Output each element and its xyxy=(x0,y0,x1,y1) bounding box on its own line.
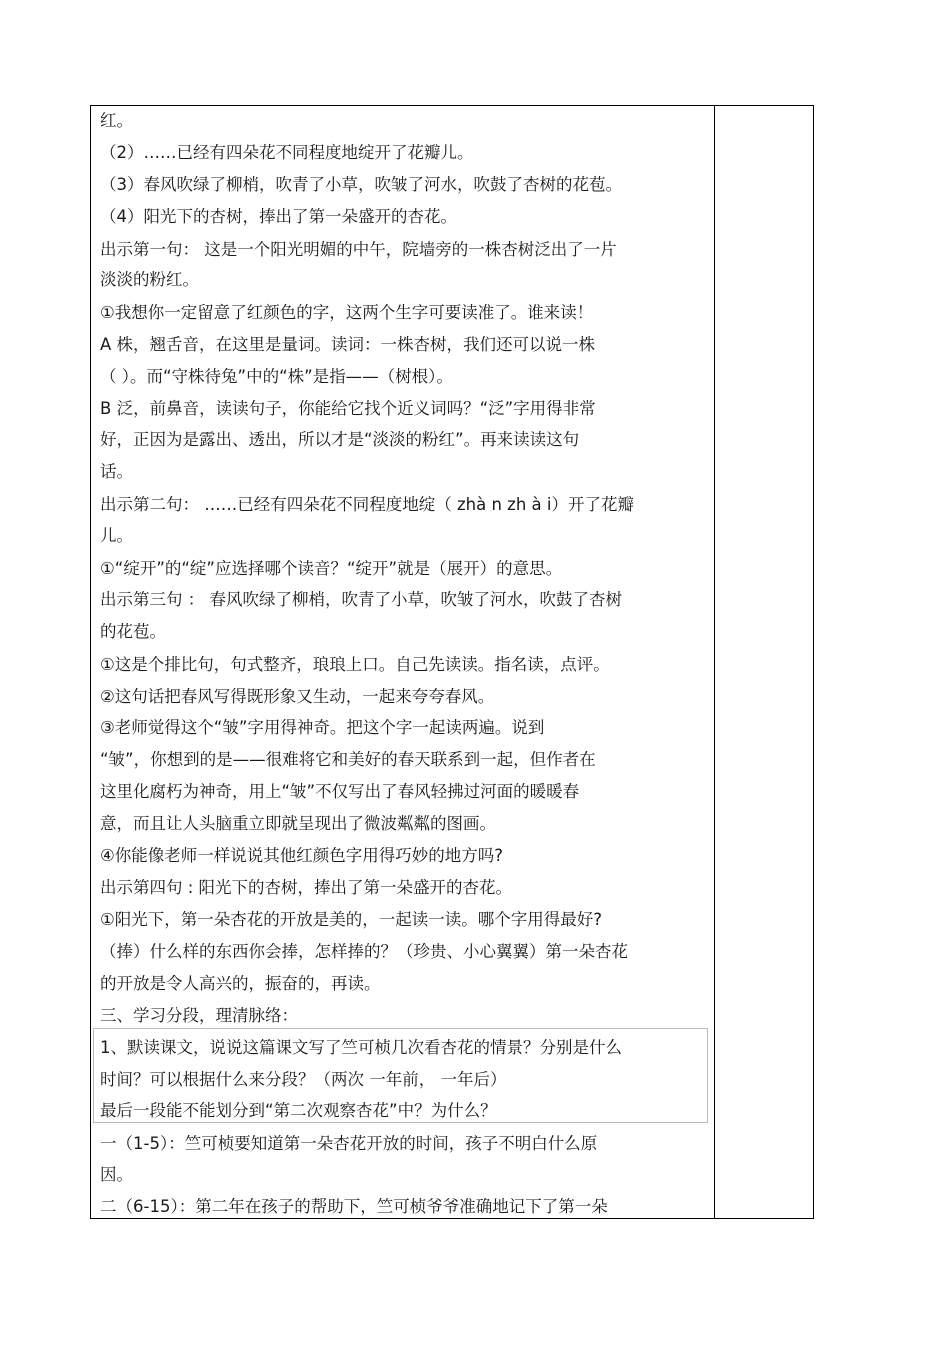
text-line: （3）春风吹绿了柳梢，吹青了小草，吹皱了河水，吹鼓了杏树的花苞。 xyxy=(100,175,622,194)
text-line: 出示第一句： 这是一个阳光明媚的中午，院墙旁的一株杏树泛出了一片 xyxy=(100,240,617,259)
text-line: （2）……已经有四朵花不同程度地绽开了花瓣儿。 xyxy=(100,143,474,162)
text-line: 出示第二句： ……已经有四朵花不同程度地绽（ zhà n zh à i）开了花瓣 xyxy=(100,495,634,514)
text-line: 二（6-15）：第二年在孩子的帮助下，竺可桢爷爷准确地记下了第一朵 xyxy=(100,1197,608,1216)
text-line: ③老师觉得这个“皱”字用得神奇。把这个字一起读两遍。说到 xyxy=(100,718,545,737)
text-line: “皱”，你想到的是——很难将它和美好的春天联系到一起，但作者在 xyxy=(100,750,596,769)
text-line: ①我想你一定留意了红颜色的字，这两个生字可要读准了。谁来读！ xyxy=(100,303,594,322)
text-line: ②这句话把春风写得既形象又生动，一起来夸夸春风。 xyxy=(100,687,495,706)
section-heading: 三、学习分段，理清脉络： xyxy=(100,1006,298,1025)
text-line: 因。 xyxy=(100,1165,133,1184)
text-line: 淡淡的粉红。 xyxy=(100,270,199,289)
text-line: （4）阳光下的杏树，捧出了第一朵盛开的杏花。 xyxy=(100,207,457,226)
text-line: 的花苞。 xyxy=(100,622,166,641)
column-divider xyxy=(714,105,715,1219)
text-line: 1、默读课文，说说这篇课文写了竺可桢几次看杏花的情景？分别是什么 xyxy=(100,1038,622,1057)
text-line: ④你能像老师一样说说其他红颜色字用得巧妙的地方吗? xyxy=(100,846,504,865)
text-line: （捧）什么样的东西你会捧，怎样捧的？（珍贵、小心翼翼）第一朵杏花 xyxy=(100,942,628,961)
text-line: A 株，翘舌音，在这里是量词。读词：一株杏树，我们还可以说一株 xyxy=(100,335,596,354)
text-line: ①这是个排比句，句式整齐，琅琅上口。自己先读读。指名读，点评。 xyxy=(100,655,610,674)
text-line: 时间？可以根据什么来分段？（两次 一年前， 一年后） xyxy=(100,1070,507,1089)
text-line: 红。 xyxy=(100,111,133,130)
text-line: 儿。 xyxy=(100,526,133,545)
text-line: 话。 xyxy=(100,462,133,481)
text-line: 出示第四句 : 阳光下的杏树，捧出了第一朵盛开的杏花。 xyxy=(100,878,513,897)
text-line: 这里化腐朽为神奇，用上“皱”不仅写出了春风轻拂过河面的暖暖春 xyxy=(100,782,580,801)
text-line: 的开放是令人高兴的，振奋的，再读。 xyxy=(100,974,381,993)
text-line: ①阳光下，第一朵杏花的开放是美的，一起读一读。哪个字用得最好? xyxy=(100,910,603,929)
text-line: B 泛，前鼻音，读读句子，你能给它找个近义词吗？“泛”字用得非常 xyxy=(100,399,596,418)
text-line: （ ）。而“守株待兔”中的“株”是指——（树根）。 xyxy=(100,367,453,386)
text-line: 出示第三句 ： 春风吹绿了柳梢，吹青了小草，吹皱了河水，吹鼓了杏树 xyxy=(100,590,622,609)
text-line: 意，而且让人头脑重立即就呈现出了微波粼粼的图画。 xyxy=(100,814,496,833)
text-line: 好，正因为是露出、透出，所以才是“淡淡的粉红”。再来读读这句 xyxy=(100,430,580,449)
text-line: ①“绽开”的“绽”应选择哪个读音？“绽开”就是（展开）的意思。 xyxy=(100,559,563,578)
text-line: 一（1-5）：竺可桢要知道第一朵杏花开放的时间，孩子不明白什么原 xyxy=(100,1134,598,1153)
text-line: 最后一段能不能划分到“第二次观察杏花”中？为什么？ xyxy=(100,1101,497,1120)
